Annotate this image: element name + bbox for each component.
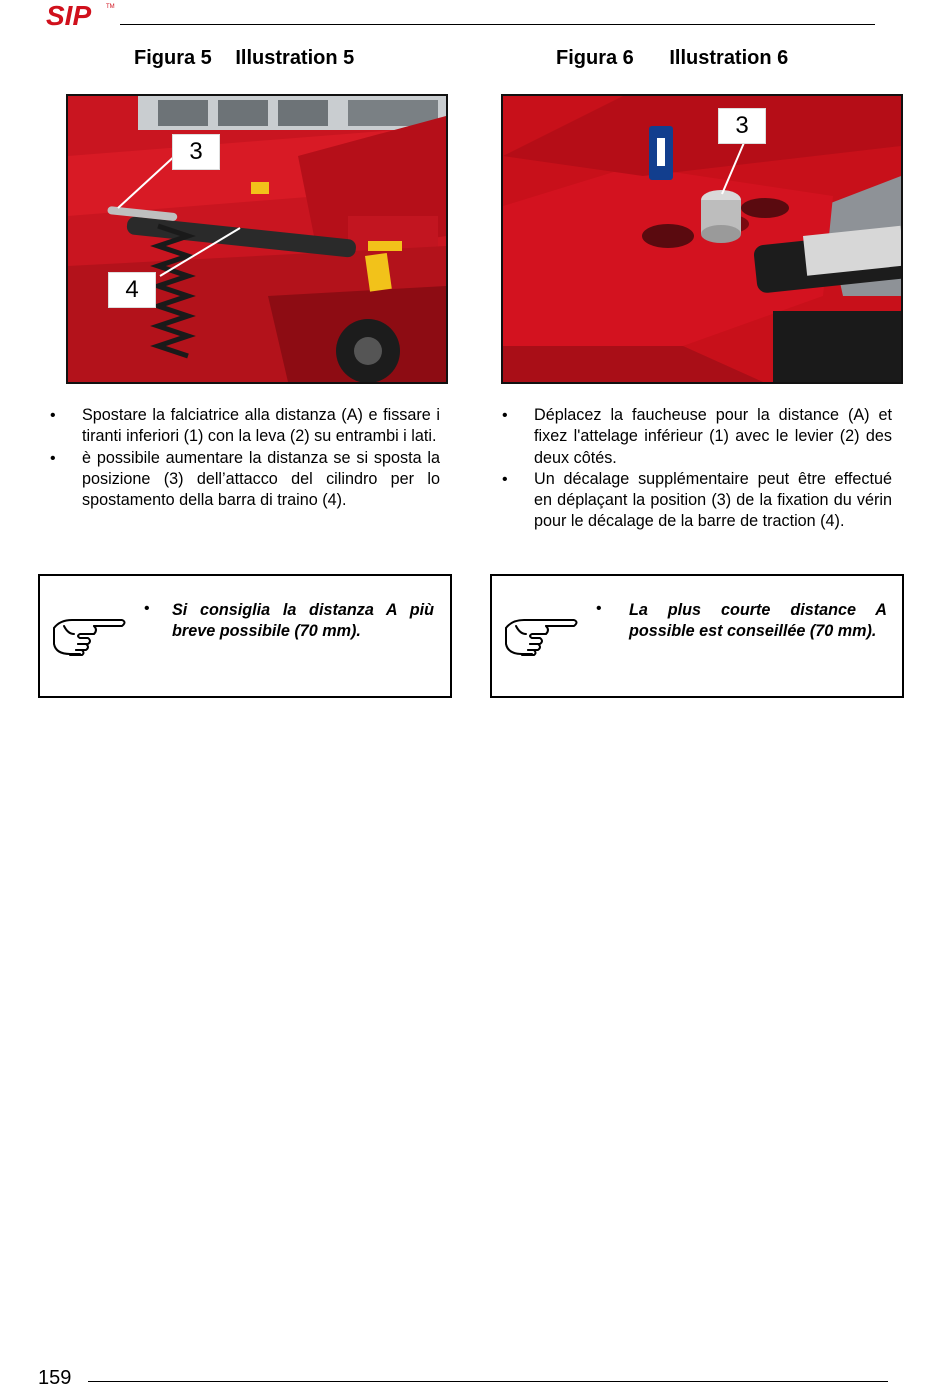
note-bullet-icon: • [144, 600, 150, 617]
figure-5-photo [66, 94, 448, 384]
pointing-hand-icon [502, 614, 582, 660]
logo-text: SIP [46, 0, 92, 28]
italian-note-text: Si consiglia la distanza A più breve possibile (70 mm). [172, 601, 434, 641]
page-number: 159 [38, 1367, 72, 1389]
pointing-hand-icon [50, 614, 130, 660]
figure-5-illustration: Illustration 5 [235, 47, 355, 69]
figure-5-callout-4: 4 [108, 272, 156, 308]
italian-note-box [38, 574, 452, 698]
french-bullet-1: • Déplacez la faucheuse pour la distance (A) et fixez l'attelage inférieur (1) avec le levier (2) des deux côtés. [534, 406, 892, 467]
footer-rule [88, 1381, 888, 1382]
list-item [38, 405, 440, 448]
logo-trademark: TM [106, 4, 115, 10]
figure-6-title [556, 47, 788, 70]
french-note-text: La plus courte distance A possible est conseillée (70 mm). [629, 601, 887, 641]
figure-5-title [134, 47, 354, 70]
italian-bullet-2: • è possibile aumentare la distanza se si sposta la posizione (3) dell’attacco del cilindro per lo spostamento della barra di traino (4). [82, 448, 440, 510]
figure-5-label: Figura 5 [134, 47, 212, 69]
french-note-box [490, 574, 904, 698]
italian-instructions [38, 405, 440, 511]
figure-6-callout-3: 3 [718, 108, 766, 144]
italian-bullet-1: • Spostare la falciatrice alla distanza (A) e fissare i tiranti inferiori (1) con la leva (2) su entrambi i lati. [82, 406, 440, 446]
sip-logo [46, 0, 116, 28]
header-rule [120, 24, 875, 25]
figure-5-callout-3: 3 [172, 134, 220, 170]
list-item [490, 469, 892, 533]
french-bullet-2: • Un décalage supplémentaire peut être effectué en déplaçant la position (3) de la fixation du vérin pour le décalage de la barre de traction (4). [534, 469, 892, 531]
list-item [38, 448, 440, 512]
figure-6-photo [501, 94, 903, 384]
figure-6-label: Figura 6 [556, 47, 634, 69]
list-item [490, 405, 892, 469]
note-bullet-icon: • [596, 600, 602, 617]
french-instructions [490, 405, 892, 533]
figure-6-illustration: Illustration 6 [669, 47, 789, 69]
